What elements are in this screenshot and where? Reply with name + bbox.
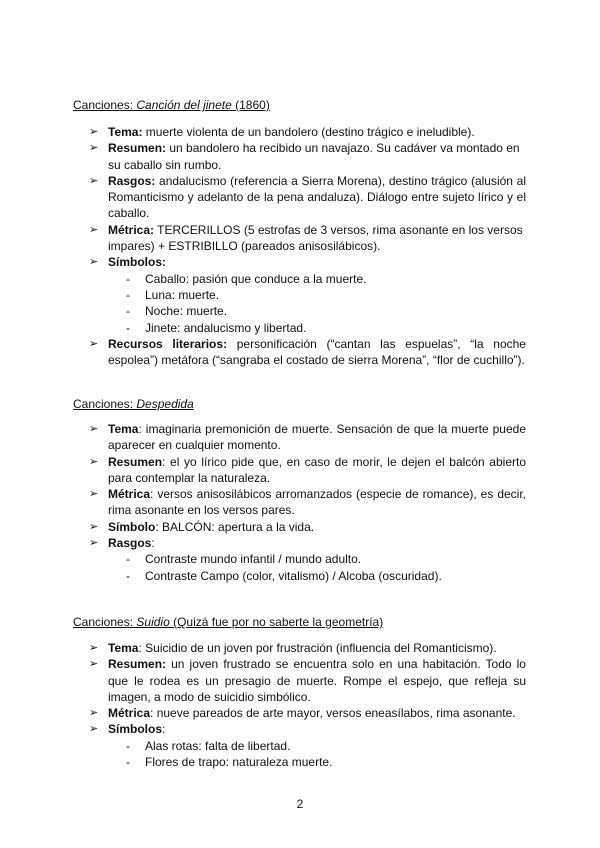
sub-list-item: - Flores de trapo: naturaleza muerte. bbox=[126, 755, 333, 770]
arrow-bullet-icon: ➢ bbox=[89, 126, 99, 138]
sub-list-item: - Alas rotas: falta de libertad. bbox=[126, 738, 291, 753]
sub-list-item: - Contraste mundo infantil / mundo adulto. bbox=[126, 552, 362, 567]
list-item: ➢ Resumen: el yo lírico pide que, en caso de morir, le dejen el balcón abierto para contemplar la naturaleza. bbox=[89, 454, 526, 485]
sub-list-item: - Contraste Campo (color, vitalismo) / Alcoba (oscuridad). bbox=[126, 568, 442, 583]
arrow-bullet-icon: ➢ bbox=[89, 174, 99, 187]
arrow-bullet-icon: ➢ bbox=[89, 223, 99, 236]
list-item: ➢ Símbolos: - Alas rotas: falta de libertad. - Flores de trapo: naturaleza muerte. bbox=[0, 721, 526, 770]
arrow-bullet-icon: ➢ bbox=[89, 488, 99, 501]
bullet-list-cancion-del-jinete bbox=[0, 124, 600, 368]
bullet-list-despedida bbox=[0, 421, 600, 584]
page-number: 2 bbox=[296, 797, 304, 811]
section-title-cancion-del-jinete: Canciones: Canción del jinete (1860) bbox=[73, 98, 270, 112]
sub-list-item: - Jinete: andalucismo y libertad. bbox=[126, 320, 307, 335]
list-item: ➢ Recursos literarios: personificación (“cantan las espuelas”, “la noche espolea”) metáfora (“sangraba el costado de sierra Morena”, “flor de cuchillo”). bbox=[89, 336, 526, 368]
arrow-bullet-icon: ➢ bbox=[89, 658, 99, 671]
list-item: ➢ Métrica: versos anisosilábicos arromanzados (especie de romance), es decir, rima asonante en los versos pares. bbox=[89, 487, 526, 518]
arrow-bullet-icon: ➢ bbox=[89, 142, 99, 155]
list-item: ➢ Tema: imaginaria premonición de muerte. Sensación de que la muerte puede aparecer en cualquier momento. bbox=[89, 422, 526, 453]
list-item: ➢ Métrica: TERCERILLOS (5 estrofas de 3 versos, rima asonante en los versos impares) + ESTRIBILLO (pareados anisosilábicos). bbox=[89, 222, 523, 254]
arrow-bullet-icon: ➢ bbox=[89, 537, 99, 550]
list-item: ➢ Tema: muerte violenta de un bandolero (destino trágico e ineludible). bbox=[89, 125, 475, 139]
sub-list-item: - Luna: muerte. bbox=[126, 287, 220, 302]
list-item: ➢ Símbolo: BALCÓN: apertura a la vida. bbox=[89, 519, 315, 534]
list-item: ➢ Rasgos: andalucismo (referencia a Sierra Morena), destino trágico (alusión al Romanticismo y adelanto de la pena andaluza). Diálogo entre sujeto lírico y el caballo. bbox=[89, 173, 526, 221]
arrow-bullet-icon: ➢ bbox=[89, 642, 99, 654]
list-item: ➢ Símbolos: - Caballo: pasión que conduce a la muerte. - Luna: muerte. - Noche: muerte. - Jinete: andalucismo y libertad. bbox=[0, 254, 526, 335]
sub-list bbox=[108, 271, 526, 336]
list-item: ➢ Tema: Suicidio de un joven por frustración (influencia del Romanticismo). bbox=[89, 641, 497, 655]
sub-list-item: - Noche: muerte. bbox=[126, 304, 228, 319]
arrow-bullet-icon: ➢ bbox=[89, 256, 99, 269]
sub-list bbox=[108, 551, 526, 584]
sub-list-item: - Caballo: pasión que conduce a la muerte. bbox=[126, 271, 367, 286]
arrow-bullet-icon: ➢ bbox=[89, 455, 99, 468]
list-item: ➢ Resumen: un joven frustrado se encuentra solo en una habitación. Todo lo que le rodea es un presagio de muerte. Rompe el espejo, que refleja su imagen, a modo de suicidio simbólico. bbox=[89, 657, 526, 704]
list-item: ➢ Rasgos: - Contraste mundo infantil / mundo adulto. - Contraste Campo (color, vitalismo) / Alcoba (oscuridad). bbox=[0, 535, 526, 584]
bullet-list-suidio bbox=[0, 640, 600, 770]
list-item: ➢ Métrica: nueve pareados de arte mayor, versos eneasílabos, rima asonante. bbox=[89, 706, 516, 721]
arrow-bullet-icon: ➢ bbox=[89, 707, 99, 720]
arrow-bullet-icon: ➢ bbox=[89, 423, 99, 435]
arrow-bullet-icon: ➢ bbox=[89, 520, 99, 533]
arrow-bullet-icon: ➢ bbox=[89, 723, 99, 736]
arrow-bullet-icon: ➢ bbox=[89, 337, 99, 350]
section-title-suidio: Canciones: Suidio (Quizá fue por no saberte la geometría) bbox=[73, 615, 384, 629]
sub-list bbox=[108, 738, 526, 771]
list-item: ➢ Resumen: un bandolero ha recibido un navajazo. Su cadáver va montado en su caballo sin rumbo. bbox=[89, 141, 520, 172]
section-title-despedida: Canciones: Despedida bbox=[73, 397, 194, 411]
